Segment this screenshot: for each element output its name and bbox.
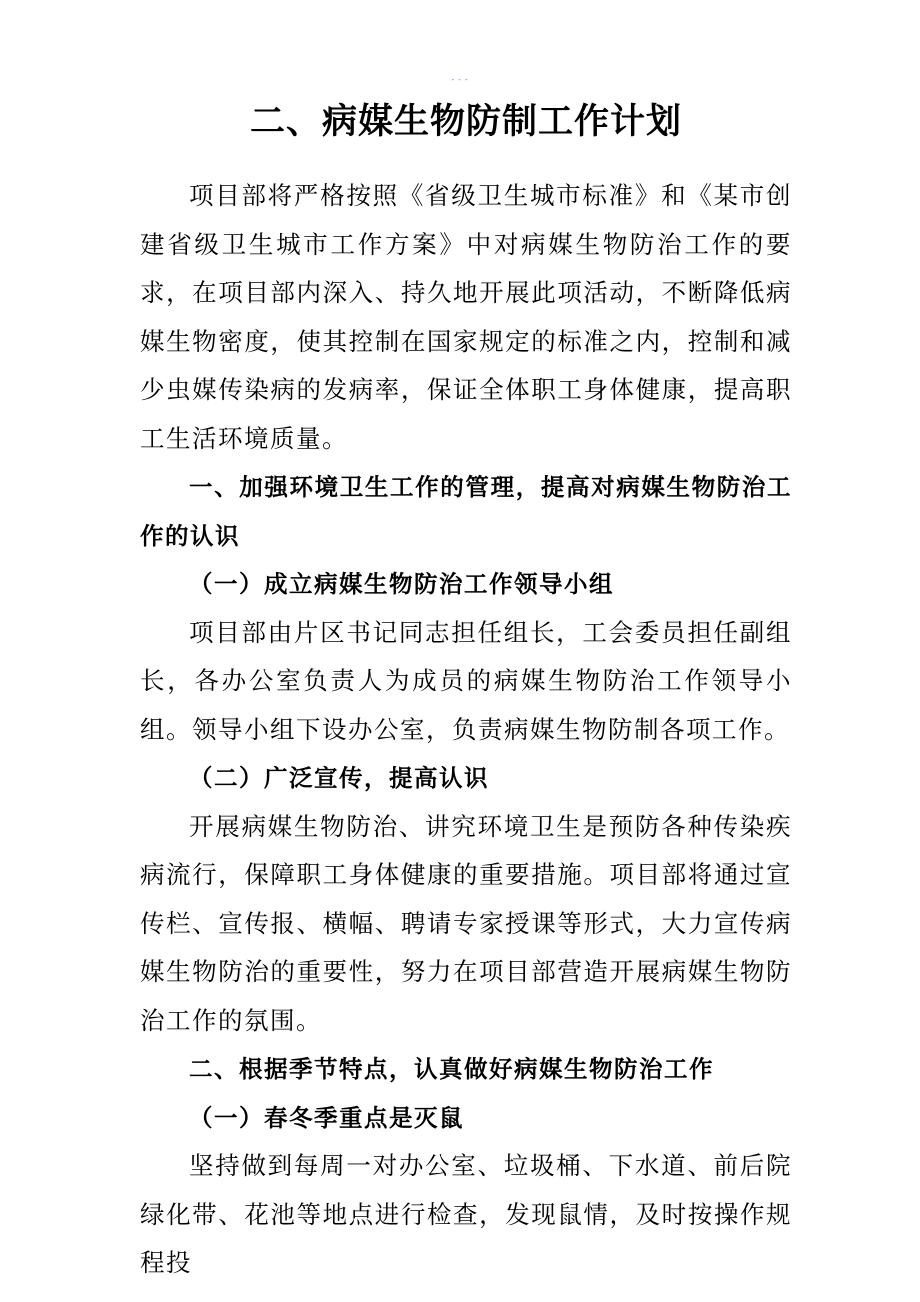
document-body <box>140 172 792 1288</box>
subsection-heading-1-2: （二）广泛宣传，提高认识 <box>189 764 489 792</box>
header-mark: - - - <box>451 76 469 84</box>
intro-paragraph: 项目部将严格按照《省级卫生城市标准》和《某市创建省级卫生城市工作方案》中对病媒生物防治工作的要求，在项目部内深入、持久地开展此项活动，不断降低病媒生物密度，使其控制在国家规定的标准之内，控制和减少虫媒传染病的发病率，保证全体职工身体健康，提高职工生活环境质量。 <box>140 181 792 453</box>
document-title: 二、病媒生物防制工作计划 <box>249 102 682 142</box>
subsection-heading-2-1: （一）春冬季重点是灭鼠 <box>189 1103 464 1132</box>
subsection-paragraph-2-1: 坚持做到每周一对办公室、垃圾桶、下水道、前后院绿化带、花池等地点进行检查，发现鼠情，及时按操作规程投 <box>140 1151 792 1277</box>
subsection-paragraph-1-2: 开展病媒生物防治、讲究环境卫生是预防各种传染疾病流行，保障职工身体健康的重要措施。项目部将通过宣传栏、宣传报、横幅、聘请专家授课等形式，大力宣传病媒生物防治的重要性，努力在项目部营造开展病媒生物防治工作的氛围。 <box>140 811 792 1035</box>
section-heading-2: 二、根据季节特点，认真做好病媒生物防治工作 <box>189 1055 714 1083</box>
subsection-paragraph-1-1: 项目部由片区书记同志担任组长，工会委员担任副组长，各办公室负责人为成员的病媒生物防治工作领导小组。领导小组下设办公室，负责病媒生物防制各项工作。 <box>140 617 792 744</box>
subsection-heading-1-1: （一）成立病媒生物防治工作领导小组 <box>189 570 614 598</box>
section-heading-1: 一、加强环境卫生工作的管理，提高对病媒生物防治工作的认识 <box>140 473 792 550</box>
